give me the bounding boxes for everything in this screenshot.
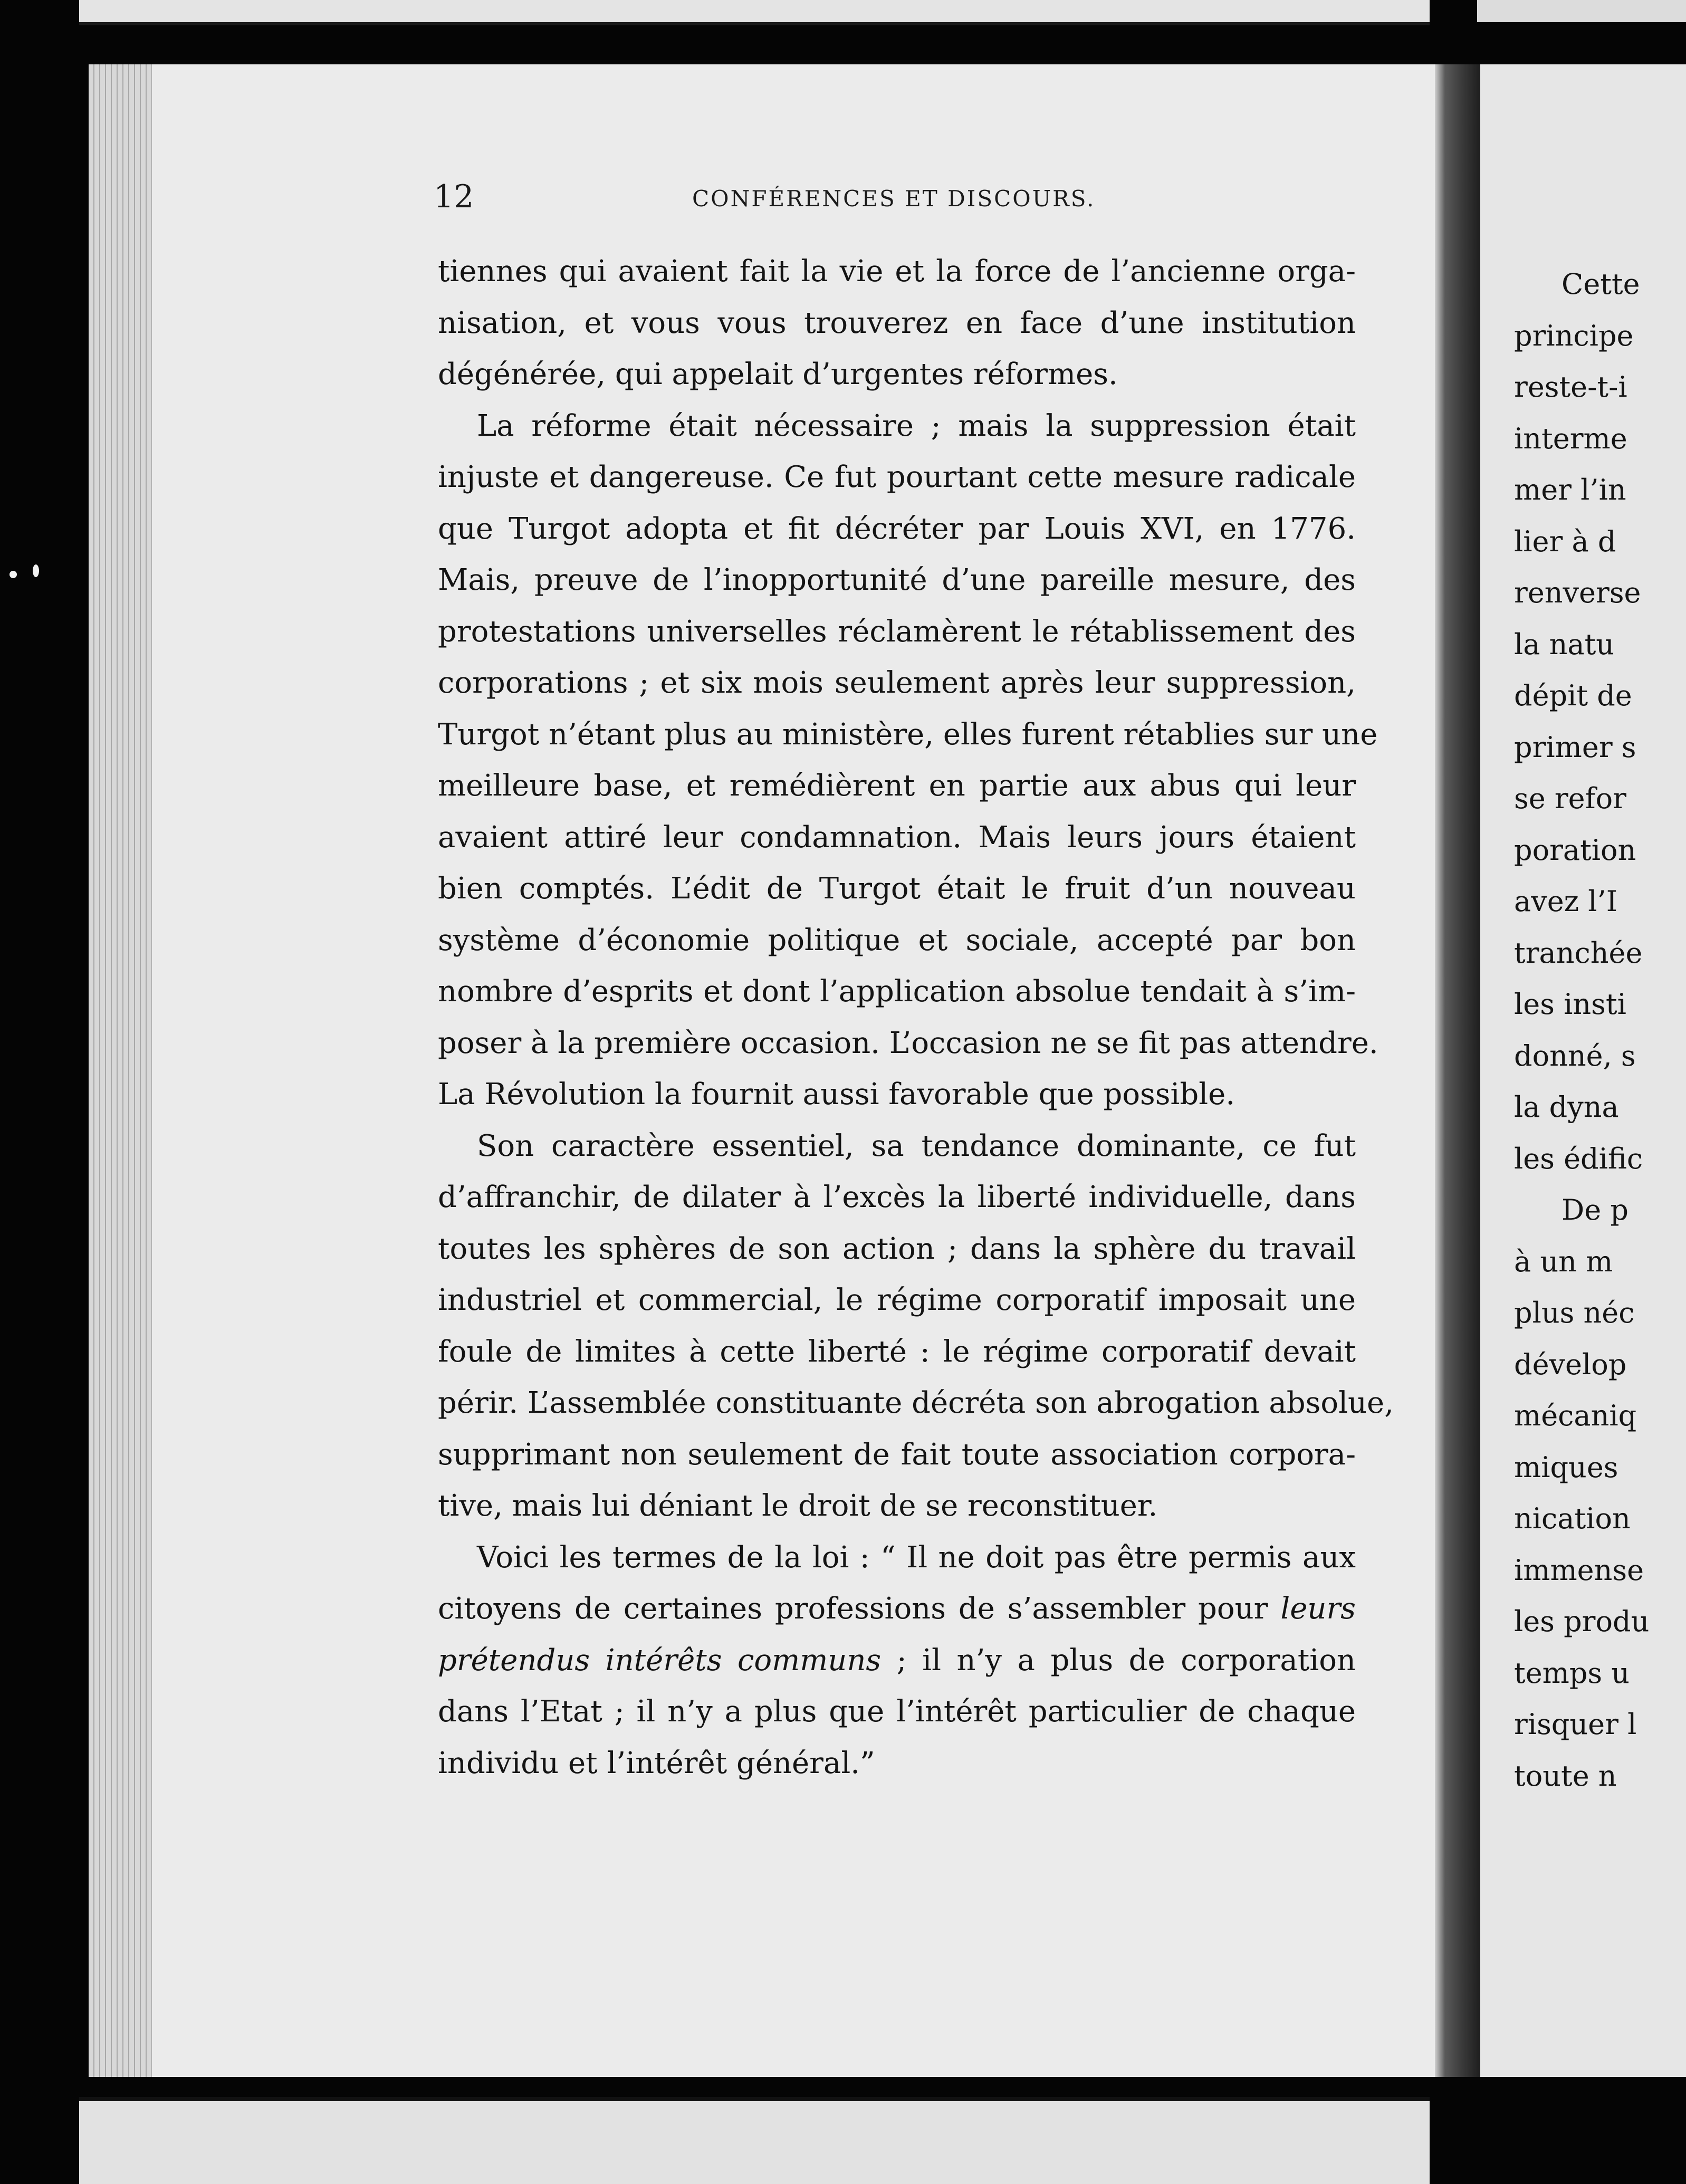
facing-line: renverse [1514, 576, 1641, 609]
previous-page-edge [79, 0, 1430, 25]
facing-line: immense [1514, 1553, 1644, 1587]
text-line: corporations ; et six mois seulement après leur suppression, [438, 666, 1356, 700]
facing-line: risquer l [1514, 1708, 1637, 1741]
facing-line: mer l’in [1514, 473, 1626, 506]
facing-line: se refor [1514, 782, 1626, 815]
facing-line: interme [1514, 422, 1627, 455]
text-line: tive, mais lui déniant le droit de se reconstituer. [438, 1489, 1158, 1523]
facing-line: Cette [1562, 267, 1640, 301]
italic-segment: leurs [1280, 1592, 1356, 1626]
text-line: dans l’Etat ; il n’y a plus que l’intérêt particulier de chaque [438, 1694, 1356, 1729]
body-text [438, 246, 1394, 1789]
facing-line: à un m [1514, 1244, 1613, 1278]
text-line: poser à la première occasion. L’occasion ne se fit pas attendre. [438, 1026, 1378, 1060]
scan-speck [33, 564, 39, 577]
facing-line: dévelop [1514, 1347, 1627, 1381]
book-gutter-shadow [1435, 64, 1480, 2077]
text-line: meilleure base, et remédièrent en partie aux abus qui leur [438, 769, 1356, 803]
facing-line: nication [1514, 1502, 1631, 1535]
text-line: avaient attiré leur condamnation. Mais leurs jours étaient [438, 820, 1356, 855]
text-line: industriel et commercial, le régime corporatif imposait une [438, 1283, 1356, 1317]
text-line: La réforme était nécessaire ; mais la suppression était [477, 408, 1356, 443]
text-line: système d’économie politique et sociale, accepté par bon [438, 923, 1356, 957]
text-line: Turgot n’étant plus au ministère, elles furent rétablies sur une [438, 717, 1378, 752]
text-line-with-italic [438, 1583, 1356, 1635]
running-header [434, 178, 1352, 226]
facing-line: De p [1562, 1193, 1628, 1227]
text-line: d’affranchir, de dilater à l’excès la liberté individuelle, dans [438, 1180, 1356, 1214]
text-line: injuste et dangereuse. Ce fut pourtant cette mesure radicale [438, 460, 1356, 494]
facing-line: les insti [1514, 988, 1626, 1021]
stacked-page-edges [89, 64, 152, 2077]
facing-line: principe [1514, 319, 1634, 352]
text-line: que Turgot adopta et fit décréter par Louis XVI, en 1776. [438, 511, 1356, 546]
next-page-edge [79, 2097, 1430, 2184]
facing-line: les produ [1514, 1605, 1650, 1638]
facing-line: plus néc [1514, 1296, 1635, 1329]
text-line: supprimant non seulement de fait toute association corpora- [438, 1437, 1356, 1472]
italic-segment: prétendus intérêts communs [438, 1643, 882, 1678]
text-line: Mais, preuve de l’inopportunité d’une pareille mesure, des [438, 563, 1356, 597]
facing-line: avez l’I [1514, 885, 1618, 918]
text-line: Voici les termes de la loi : “ Il ne doit pas être permis aux [477, 1540, 1356, 1575]
facing-page-text [1514, 258, 1686, 1802]
text-line: nombre d’esprits et dont l’application absolue tendait à s’im- [438, 974, 1356, 1009]
facing-line: dépit de [1514, 679, 1632, 712]
text-segment: ; il n’y a plus de corporation [896, 1643, 1356, 1678]
text-line: foule de limites à cette liberté : le régime corporatif devait [438, 1334, 1356, 1369]
facing-line: reste-t-i [1514, 370, 1627, 404]
facing-line: primer s [1514, 730, 1636, 764]
running-title: CONFÉRENCES ET DISCOURS. [692, 186, 1096, 212]
text-line: dégénérée, qui appelait d’urgentes réformes. [438, 357, 1118, 391]
text-line: périr. L’assemblée constituante décréta son abrogation absolue, [438, 1386, 1394, 1420]
text-line: individu et l’intérêt général.” [438, 1746, 875, 1780]
facing-line: tranchée [1514, 936, 1643, 970]
text-line: La Révolution la fournit aussi favorable que possible. [438, 1077, 1235, 1112]
facing-line: toute n [1514, 1759, 1617, 1793]
text-line: Son caractère essentiel, sa tendance dominante, ce fut [477, 1128, 1356, 1163]
facing-line: temps u [1514, 1656, 1630, 1690]
facing-line: la natu [1514, 627, 1615, 661]
facing-line: les édific [1514, 1142, 1643, 1175]
scan-speck [9, 571, 17, 578]
text-line: tiennes qui avaient fait la vie et la force de l’ancienne orga- [438, 254, 1356, 289]
facing-line: donné, s [1514, 1039, 1636, 1072]
text-line: bien comptés. L’édit de Turgot était le fruit d’un nouveau [438, 871, 1356, 906]
text-segment: citoyens de certaines professions de s’assembler pour [438, 1592, 1268, 1626]
facing-line: poration [1514, 833, 1636, 867]
facing-line: miques [1514, 1450, 1618, 1484]
facing-line: lier à d [1514, 524, 1616, 558]
text-line: toutes les sphères de son action ; dans la sphère du travail [438, 1231, 1356, 1266]
page-number: 12 [434, 178, 474, 215]
previous-facing-page-edge [1477, 0, 1686, 22]
text-line-with-italic [438, 1635, 1356, 1687]
facing-line: la dyna [1514, 1090, 1619, 1124]
text-line: protestations universelles réclamèrent le rétablissement des [438, 614, 1356, 649]
text-line: nisation, et vous vous trouverez en face d’une institution [438, 305, 1356, 340]
facing-line: mécaniq [1514, 1399, 1637, 1432]
